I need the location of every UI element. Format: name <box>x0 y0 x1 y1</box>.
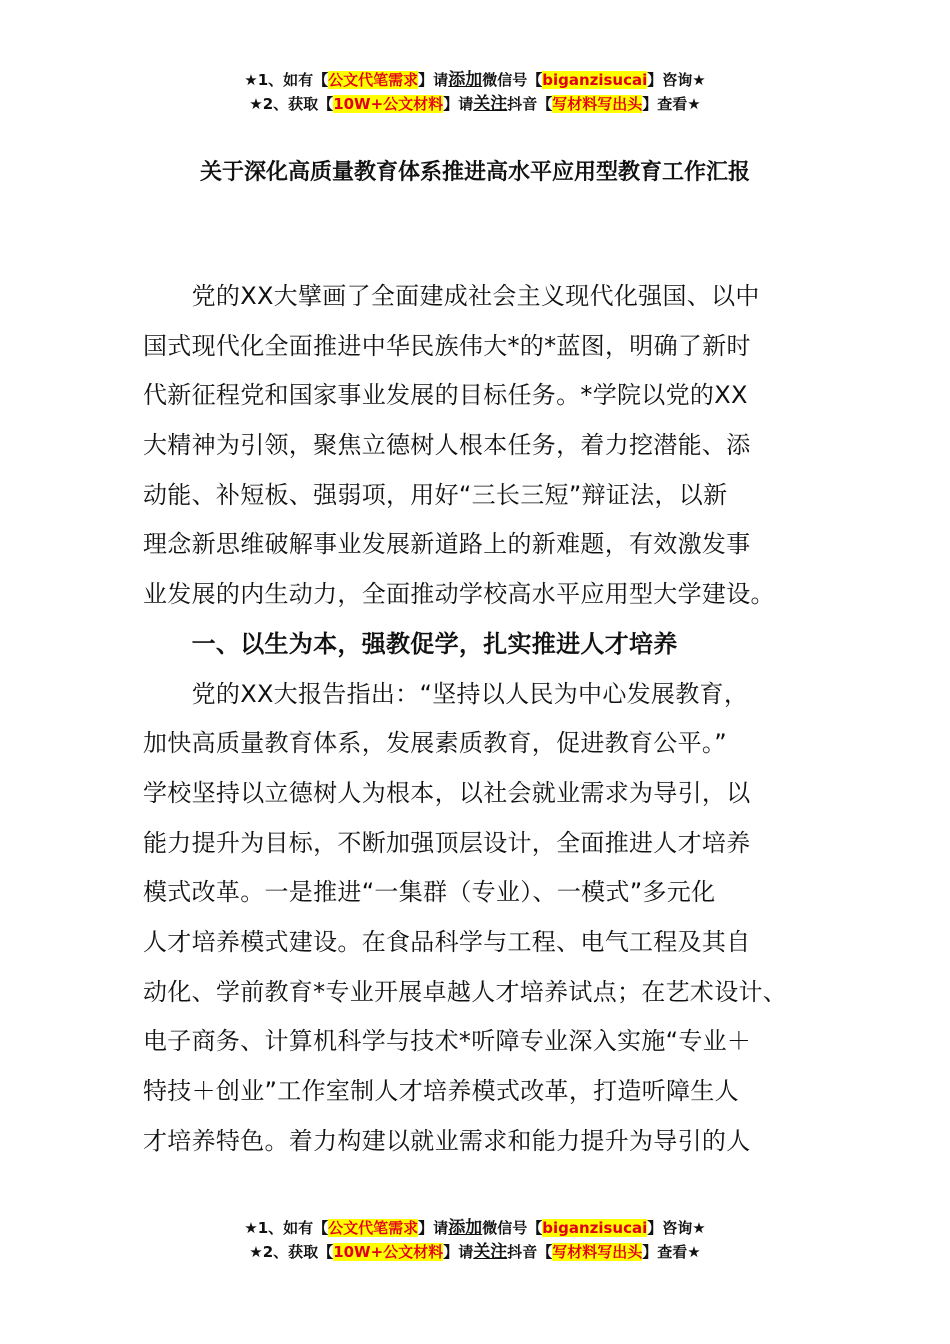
promo-text: 2、获取【 <box>262 1243 334 1261</box>
promo-line-2 <box>0 92 950 116</box>
promo-text: 】请 <box>443 1243 474 1261</box>
paragraph-line: 代新征程党和国家事业发展的目标任务。*学院以党的XX <box>143 381 748 410</box>
promo-text: 】请 <box>418 71 449 89</box>
promo-text: 】请 <box>443 95 474 113</box>
promo-text: 抖音【 <box>507 95 553 113</box>
paragraph-line: 业发展的内生动力，全面推动学校高水平应用型大学建设。 <box>143 580 775 609</box>
promo-text: 1、如有【 <box>257 1219 329 1237</box>
paragraph-line: 学校坚持以立德树人为根本，以社会就业需求为导引，以 <box>143 778 751 807</box>
star-icon: ★ <box>687 95 701 113</box>
paragraph-line: 动能、补短板、强弱项，用好“三长三短”辩证法，以新 <box>143 480 728 509</box>
promo-highlight: 10W+公文材料 <box>333 95 444 113</box>
paragraph-line: 才培养特色。着力构建以就业需求和能力提升为导引的人 <box>143 1126 751 1155</box>
document-title: 关于深化高质量教育体系推进高水平应用型教育工作汇报 <box>199 160 750 185</box>
document-body <box>143 272 823 1166</box>
promo-highlight: 10W+公文材料 <box>333 1243 444 1261</box>
promo-text: 】查看 <box>642 1243 688 1261</box>
paragraph-line: 党的XX大擘画了全面建成社会主义现代化强国、以中 <box>143 282 760 310</box>
promo-line-1 <box>0 68 950 92</box>
promo-emphasis: 添加 <box>448 1218 483 1238</box>
promo-text: 抖音【 <box>507 1243 553 1261</box>
star-icon: ★ <box>687 1243 701 1261</box>
star-icon: ★ <box>249 1243 263 1261</box>
paragraph-line: 动化、学前教育*专业开展卓越人才培养试点；在艺术设计、 <box>143 977 788 1006</box>
promo-emphasis: 关注 <box>473 1242 508 1262</box>
promo-text: 2、获取【 <box>262 95 334 113</box>
paragraph-line: 加快高质量教育体系，发展素质教育，促进教育公平。” <box>143 729 727 758</box>
promo-text: 】请 <box>418 1219 449 1237</box>
paragraph-line: 党的XX大报告指出：“坚持以人民为中心发展教育， <box>143 679 749 708</box>
promo-text: 微信号【 <box>482 71 543 89</box>
promo-footer <box>0 1216 950 1264</box>
star-icon: ★ <box>244 71 258 89</box>
paragraph-line: 电子商务、计算机科学与技术*听障专业深入实施“专业＋ <box>143 1027 752 1056</box>
promo-highlight: biganzisucai <box>542 71 648 89</box>
star-icon: ★ <box>692 71 706 89</box>
promo-highlight: biganzisucai <box>542 1219 648 1237</box>
promo-emphasis: 关注 <box>473 94 508 114</box>
promo-text: 1、如有【 <box>257 71 329 89</box>
paragraph-line: 理念新思维破解事业发展新道路上的新难题，有效激发事 <box>143 530 751 559</box>
promo-highlight: 公文代笔需求 <box>328 71 419 89</box>
paragraph-line: 模式改革。一是推进“一集群（专业）、一模式”多元化 <box>143 878 716 907</box>
promo-text: 】咨询 <box>647 1219 693 1237</box>
paragraph-line: 能力提升为目标，不断加强顶层设计，全面推进人才培养 <box>143 828 751 857</box>
star-icon: ★ <box>692 1219 706 1237</box>
promo-header <box>0 68 950 116</box>
star-icon: ★ <box>249 95 263 113</box>
paragraph-line: 大精神为引领，聚焦立德树人根本任务，着力挖潜能、添 <box>143 431 751 460</box>
star-icon: ★ <box>244 1219 258 1237</box>
promo-text: 微信号【 <box>482 1219 543 1237</box>
section-heading: 一、以生为本，强教促学，扎实推进人才培养 <box>143 629 678 658</box>
paragraph-line: 人才培养模式建设。在食品科学与工程、电气工程及其自 <box>143 927 751 956</box>
promo-highlight: 公文代笔需求 <box>328 1219 419 1237</box>
promo-highlight: 写材料写出头 <box>552 1243 643 1261</box>
paragraph-line: 国式现代化全面推进中华民族伟大*的*蓝图，明确了新时 <box>143 331 751 360</box>
promo-text: 】咨询 <box>647 71 693 89</box>
promo-line-2 <box>0 1240 950 1264</box>
promo-emphasis: 添加 <box>448 70 483 90</box>
promo-text: 】查看 <box>642 95 688 113</box>
paragraph-line: 特技＋创业”工作室制人才培养模式改革，打造听障生人 <box>143 1077 739 1105</box>
promo-highlight: 写材料写出头 <box>552 95 643 113</box>
promo-line-1 <box>0 1216 950 1240</box>
